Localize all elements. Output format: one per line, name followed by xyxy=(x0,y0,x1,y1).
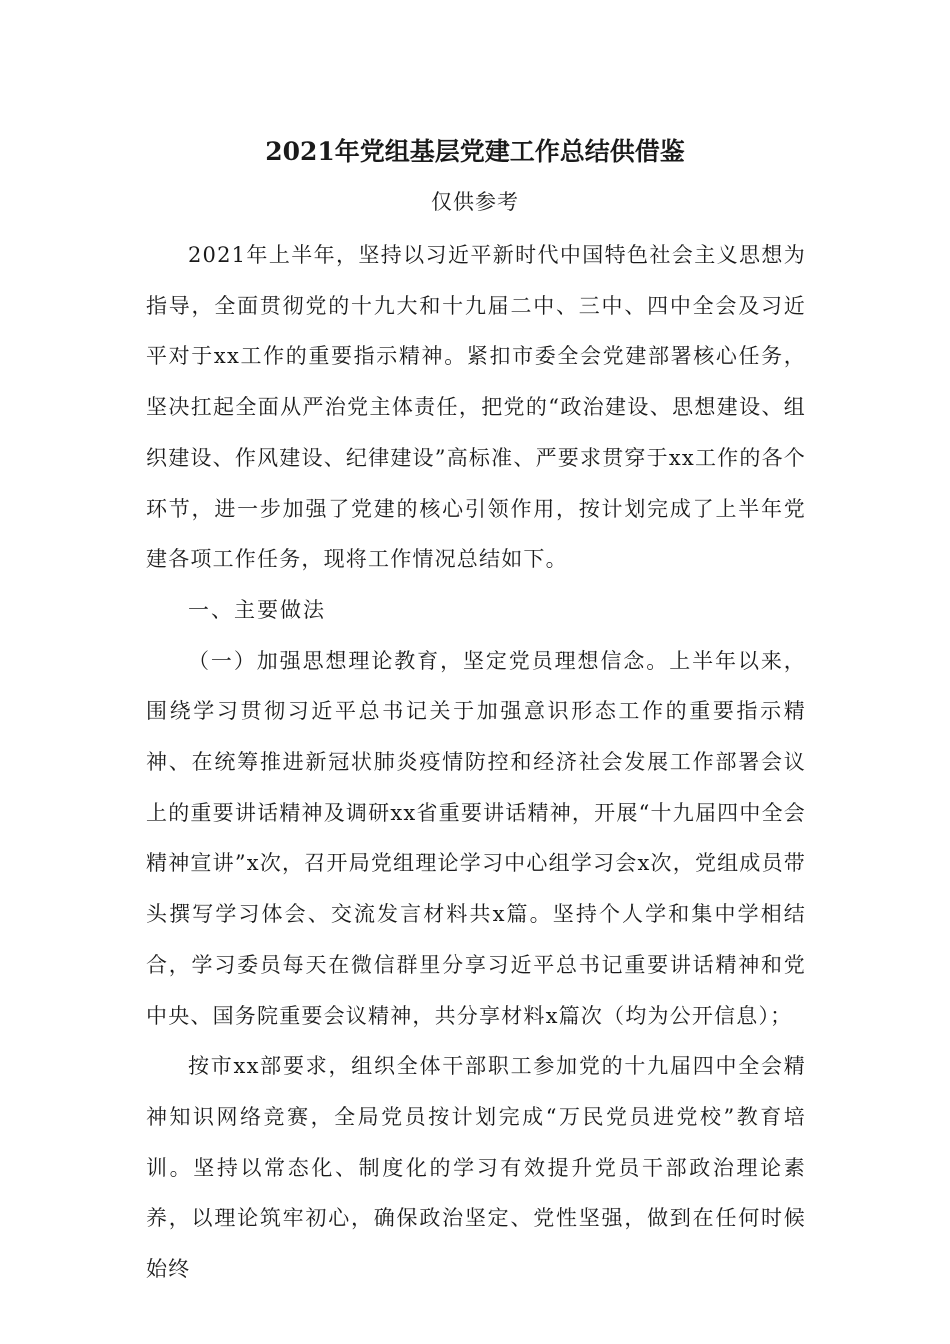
section-heading-main-practices: 一、主要做法 xyxy=(188,597,326,622)
paragraph-training: 按市xx部要求，组织全体干部职工参加党的十九届四中全会精神知识网络竞赛，全局党员按计划完成“万民党员进党校”教育培训。坚持以常态化、制度化的学习有效提升党员干部政治理论素养，以理论筑牢初心，确保政治坚定、党性坚强，做到在任何时候始终 xyxy=(146,1054,806,1282)
document-title: 2021年党组基层党建工作总结供借鉴 xyxy=(265,137,685,166)
document-body xyxy=(146,230,806,1295)
document-subtitle: 仅供参考 xyxy=(431,190,519,214)
paragraph-intro: 2021年上半年，坚持以习近平新时代中国特色社会主义思想为指导，全面贯彻党的十九大和十九届二中、三中、四中全会及习近平对于xx工作的重要指示精神。紧扣市委全会党建部署核心任务，坚决扛起全面从严治党主体责任，把党的“政治建设、思想建设、组织建设、作风建设、纪律建设”高标准、严要求贯穿于xx工作的各个环节，进一步加强了党建的核心引领作用，按计划完成了上半年党建各项工作任务，现将工作情况总结如下。 xyxy=(146,243,806,572)
paragraph-theory-education: （一）加强思想理论教育，坚定党员理想信念。上半年以来，围绕学习贯彻习近平总书记关于加强意识形态工作的重要指示精神、在统筹推进新冠状肺炎疫情防控和经济社会发展工作部署会议上的重要讲话精神及调研xx省重要讲话精神，开展“十九届四中全会精神宣讲”x次，召开局党组理论学习中心组学习会x次，党组成员带头撰写学习体会、交流发言材料共x篇。坚持个人学和集中学相结合，学习委员每天在微信群里分享习近平总书记重要讲话精神和党中央、国务院重要会议精神，共分享材料x篇次（均为公开信息）； xyxy=(146,648,806,1028)
